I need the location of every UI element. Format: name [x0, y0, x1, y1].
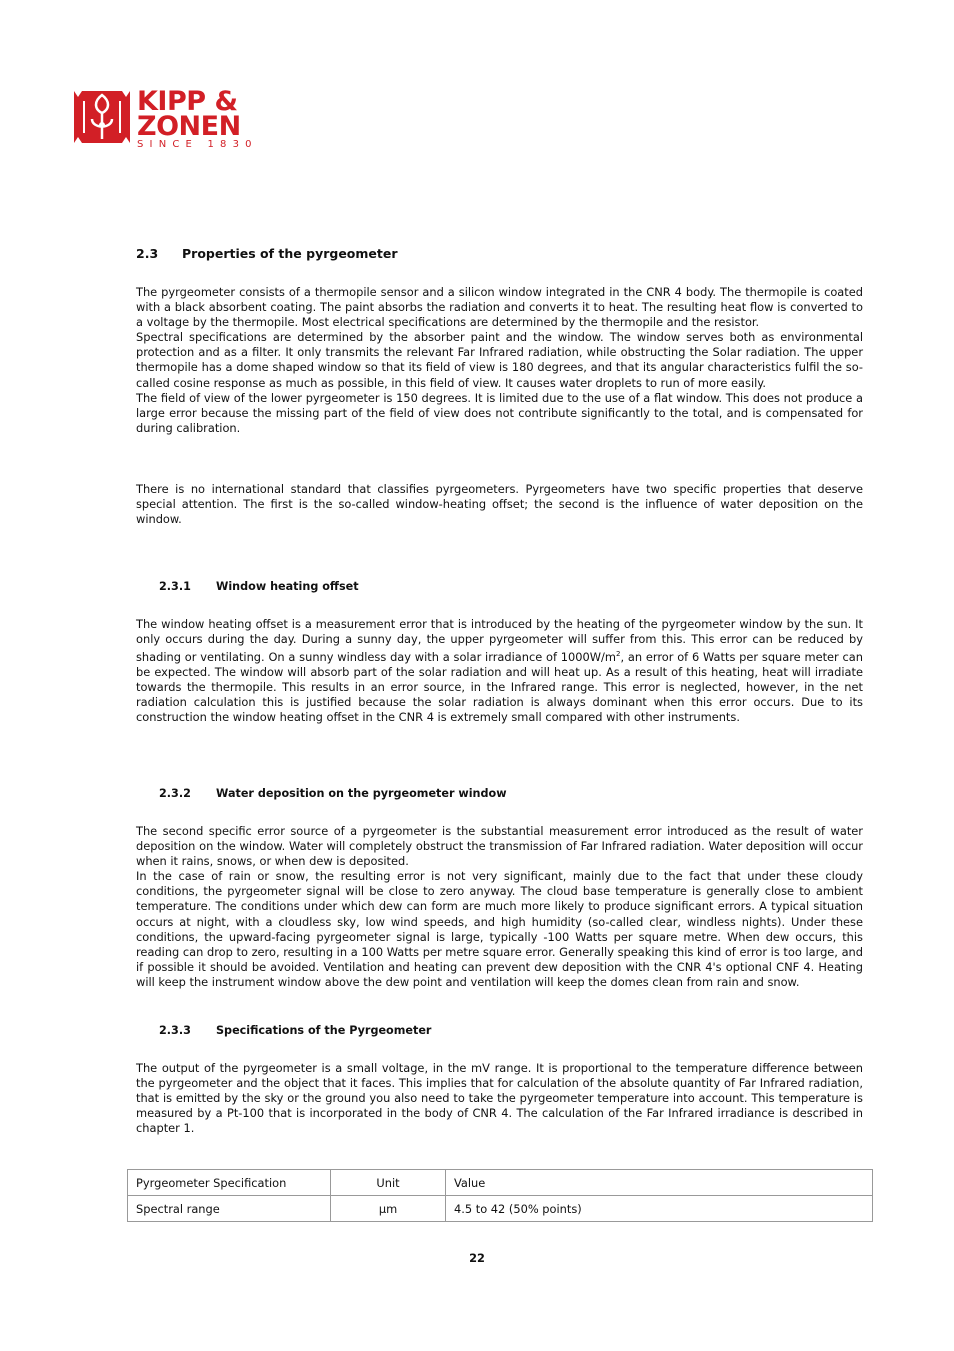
- water-deposition-text: [136, 824, 863, 990]
- table-header-row: [128, 1170, 873, 1196]
- paragraph: The field of view of the lower pyrgeometer is 150 degrees. It is limited due to the use of a flat window. This does not produce a large error because the missing part of the field of view does not contribute significantly to the total, and is compensated for during calibration.: [136, 390, 863, 435]
- page-number: 22: [469, 1251, 485, 1265]
- subsection-heading-window-heating: [159, 580, 359, 593]
- table-header-cell: Value: [446, 1170, 873, 1196]
- text-part: The window heating offset is a measurement error that is introduced by the heating of the pyrgeometer window by the sun. It only occurs during the day. During a sunny day, the upper pyrgeometer will suffer from this. This error can be reduced by shading or ventilating. On a sunny windless day with a solar irradiance of 1000W/m: [136, 617, 863, 664]
- paragraph: In the case of rain or snow, the resulting error is not very significant, mainly due to the fact that under these cloudy conditions, the pyrgeometer signal will be close to zero anyway. The cloud base temperature is generally close to ambient temperature. The conditions under which dew can form are much more likely to produce significant errors. A typical situation occurs at night, with a cloudless sky, low wind speeds, and high humidity (so-called clear, windless nights). Under these conditions, the upward-facing pyrgeometer signal is large, typically -100 Watts per square metre. When dew occurs, this reading can drop to zero, resulting in a 100 Watts per metre square error. Generally speaking this kind of error is too large, and if possible it should be avoided. Ventilation and heating can prevent dew deposition with the CNR 4's optional CNF 4. Heating will keep the instrument window above the dew point and ventilation will keep the domes clean from rain and snow.: [136, 869, 863, 989]
- paragraph: Spectral specifications are determined by the absorber paint and the window. The window serves both as environmental protection and as a filter. It only transmits the relevant Far Infrared radiation, while obstructing the Solar radiation. The upper thermopile has a dome shaped window so that its field of view is 180 degrees, and that its angular characteristics fulfil the so-called cosine response as much as possible, in this field of view. It causes water droplets to run of more easily.: [136, 330, 863, 390]
- logo-line-3: SINCE 1830: [137, 139, 258, 150]
- superscript: 2: [615, 650, 621, 659]
- window-heating-text: [136, 617, 863, 725]
- table-cell: 4.5 to 42 (50% points): [446, 1196, 873, 1222]
- subsection-number: 2.3.1: [159, 580, 191, 593]
- logo-line-1: KIPP &: [137, 86, 238, 117]
- paragraph: There is no international standard that classifies pyrgeometers. Pyrgeometers have two specific properties that deserve special attention. The first is the so-called window-heating offset; the second is the influence of water deposition on the window.: [136, 482, 863, 527]
- table-header-cell: Pyrgeometer Specification: [128, 1170, 331, 1196]
- table-row: [128, 1196, 873, 1222]
- section-number: 2.3: [136, 246, 159, 261]
- paragraph: The output of the pyrgeometer is a small voltage, in the mV range. It is proportional to the temperature difference between the pyrgeometer and the object that it faces. This implies that for calculation of the absolute quantity of Far Infrared radiation, that is emitted by the sky or the ground you also need to take the pyrgeometer temperature into account. This temperature is measured by a Pt-100 that is incorporated in the body of CNR 4. The calculation of the Far Infrared irradiance is described in chapter 1.: [136, 1061, 863, 1136]
- kipp-zonen-logo: [74, 86, 264, 150]
- table-cell: Spectral range: [128, 1196, 331, 1222]
- logo-emblem-icon: [74, 89, 130, 145]
- subsection-number: 2.3.2: [159, 787, 191, 800]
- subsection-heading-specifications: [159, 1024, 431, 1037]
- section-heading: [136, 246, 398, 261]
- subsection-heading-water-deposition: [159, 787, 507, 800]
- section-standard-text: [136, 482, 863, 527]
- specifications-text: [136, 1061, 863, 1136]
- subsection-title: Window heating offset: [216, 580, 359, 593]
- paragraph: The second specific error source of a pyrgeometer is the substantial measurement error introduced as the result of water deposition on the window. Water will completely obstruct the transmission of Far Infrared radiation. Water deposition will occur when it rains, snows, or when dew is deposited.: [136, 824, 863, 869]
- paragraph: The pyrgeometer consists of a thermopile sensor and a silicon window integrated in the CNR 4 body. The thermopile is coated with a black absorbent coating. The paint absorbs the radiation and converts it to heat. The resulting heat flow is converted to a voltage by the thermopile. Most electrical specifications are determined by the thermopile and the resistor.: [136, 285, 863, 330]
- subsection-title: Specifications of the Pyrgeometer: [216, 1024, 432, 1037]
- section-intro-text: [136, 285, 863, 436]
- table-header-cell: Unit: [331, 1170, 446, 1196]
- subsection-title: Water deposition on the pyrgeometer window: [216, 787, 507, 800]
- paragraph: [136, 617, 863, 725]
- logo-wordmark: [137, 86, 258, 151]
- logo-line-2: ZONEN: [137, 111, 241, 142]
- subsection-number: 2.3.3: [159, 1024, 191, 1037]
- pyrgeometer-spec-table: [127, 1169, 873, 1222]
- section-title: Properties of the pyrgeometer: [182, 246, 398, 261]
- text-part: , an error of 6 Watts per square meter can be expected. The window will absorb part of the solar radiation and will heat up. As a result of this heating, heat will irradiate towards the thermopile. This results in an error source, in the Infrared range. This error is neglected, however, in the net radiation calculation this is justified because the solar radiation is always dominant when this error occurs. Due to its construction the window heating offset in the CNR 4 is extremely small compared with other instruments.: [136, 649, 863, 725]
- table-cell: µm: [331, 1196, 446, 1222]
